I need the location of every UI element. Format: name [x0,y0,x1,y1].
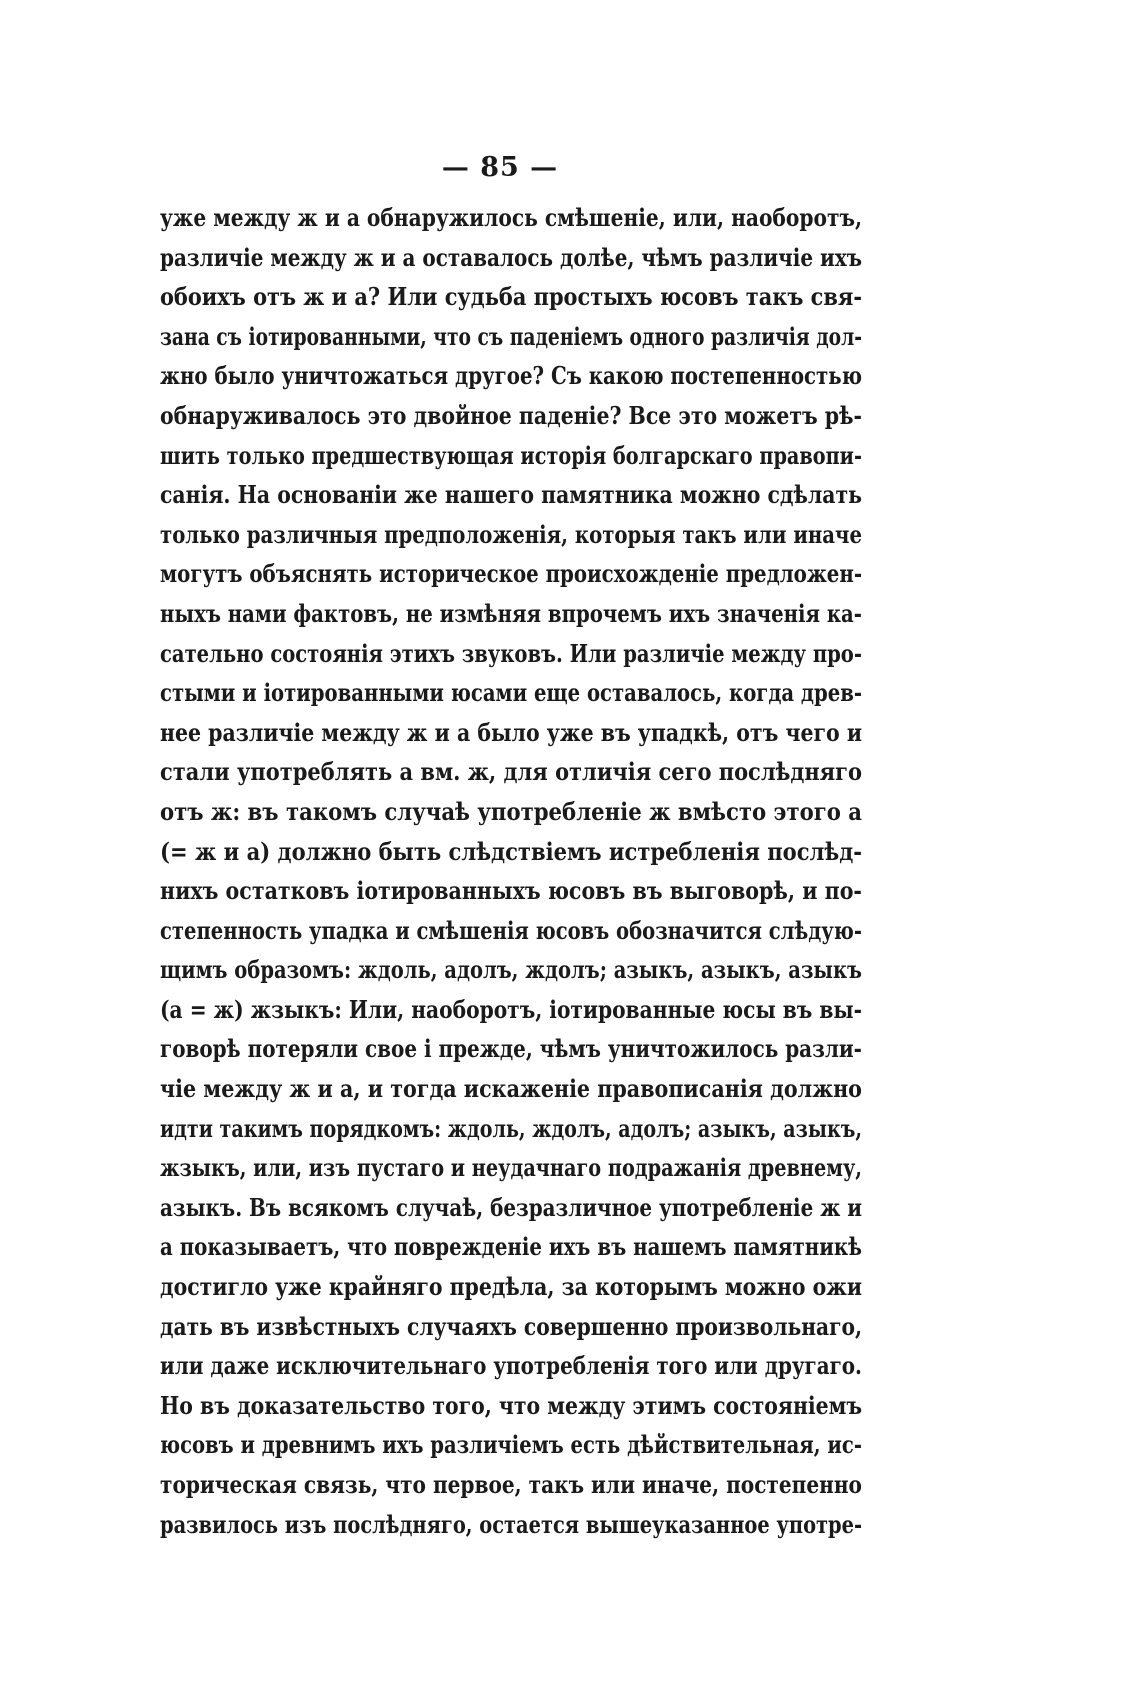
text-line-content: или даже исключительнаго употребленія того или другаго. [160,1351,862,1381]
text-line-content: а показываетъ, что поврежденіе ихъ въ нашемъ памятникѣ [160,1232,863,1262]
text-line [160,396,862,436]
text-line-content: (= ж и а) должно быть слѣдствіемъ истребленія послѣд- [160,836,863,866]
text-line [160,1425,862,1465]
text-line [160,1386,862,1426]
text-line [160,1109,862,1149]
text-line-content: нихъ остатковъ іотированныхъ юсовъ въ выговорѣ, и по- [160,876,862,906]
text-line [160,752,862,792]
text-line [160,713,862,753]
body-text [160,198,862,1544]
text-line [160,1505,862,1545]
text-line-content: степенность упадка и смѣшенія юсовъ обозначится слѣдую- [160,915,862,945]
text-line-content: юсовъ и древнимъ ихъ различіемъ есть дѣйствительная, ис- [160,1430,862,1460]
text-line [160,1267,862,1307]
text-line-content: обнаруживалось это двойное паденіе? Все это можетъ рѣ- [160,400,862,430]
text-line-content: говорѣ потеряли свое і прежде, чѣмъ уничтожилось разли- [160,1034,862,1064]
text-line-content: стали употреблять а вм. ж, для отличія сего послѣдняго [160,757,862,787]
text-line-content: только различныя предположенія, которыя такъ или иначе [160,519,862,549]
text-line-content: (а = ж) жзыкъ: Или, наоборотъ, іотированные юсы въ вы- [160,994,863,1024]
text-line-content: Но въ доказательство того, что между этимъ состояніемъ [160,1390,863,1420]
text-line-content: идти такимъ порядкомъ: ждоль, ждолъ, адолъ; азыкъ, азыкъ, [160,1113,863,1143]
text-line-content: санія. На основаніи же нашего памятника можно сдѣлать [160,480,862,510]
text-line-content: торическая связь, что первое, такъ или иначе, постепенно [160,1470,862,1499]
text-line [160,1188,862,1228]
text-line [160,792,862,832]
text-line [160,1227,862,1267]
page-number: — 85 — [441,152,559,183]
text-line-content: стыми и іотированными юсами еще оставалось, когда древ- [160,678,862,708]
text-line-content: отъ ж: въ такомъ случаѣ употребленіе ж вмѣсто этого а [160,796,863,826]
text-line [160,1029,862,1069]
text-line-content: различіе между ж и а оставалось долѣе, чѣмъ различіе ихъ [160,242,863,272]
text-line-content: обоихъ отъ ж и а? Или судьба простыхъ юсовъ такъ свя- [160,282,863,312]
text-line [160,436,862,476]
text-line [160,871,862,911]
text-line-content: азыкъ. Въ всякомъ случаѣ, безразличное употребленіе ж и [160,1192,863,1222]
text-line [160,1346,862,1386]
text-line [160,1148,862,1188]
text-line [160,198,862,238]
text-line-content: чіе между ж и а, и тогда искаженіе правописанія должно [160,1074,862,1104]
text-line [160,475,862,515]
text-line [160,1465,862,1505]
text-line [160,1307,862,1347]
text-line [160,515,862,555]
text-line-content: достигло уже крайняго предѣла, за которымъ можно ожи [160,1272,862,1302]
text-line [160,594,862,634]
text-line-content: жзыкъ, или, изъ пустаго и неудачнаго подражанія древнему, [160,1153,863,1183]
text-line-content: сательно состоянія этихъ звуковъ. Или различіе между про- [160,638,862,668]
text-line [160,317,862,357]
text-line [160,1069,862,1109]
text-line [160,832,862,872]
text-line-content: жно было уничтожаться другое? Съ какою постепенностью [160,361,862,391]
text-line-content: зана съ іотированными, что съ паденіемъ одного различія дол- [160,321,863,351]
text-line-content: могутъ объяснять историческое происхожденіе предложен- [160,559,863,589]
text-line [160,277,862,317]
text-line [160,673,862,713]
text-line [160,554,862,594]
text-line-content: щимъ образомъ: ждоль, адолъ, ждолъ; азыкъ, азыкъ, азыкъ [160,955,863,985]
text-line [160,356,862,396]
text-line [160,634,862,674]
text-line-content: шить только предшествующая исторія болгарскаго правопи- [160,440,862,470]
text-line-content: уже между ж и а обнаружилось смѣшеніе, или, наоборотъ, [160,203,862,232]
text-line [160,238,862,278]
text-line-content: ныхъ нами фактовъ, не измѣняя впрочемъ ихъ значенія ка- [160,598,862,628]
text-line-content: нее различіе между ж и а было уже въ упадкѣ, отъ чего и [160,717,863,747]
text-line-content: развилось изъ послѣдняго, остается вышеуказанное употре- [160,1509,863,1539]
text-line [160,911,862,951]
text-line [160,990,862,1030]
text-line-content: дать въ извѣстныхъ случаяхъ совершенно произвольнаго, [160,1311,863,1341]
text-line [160,950,862,990]
